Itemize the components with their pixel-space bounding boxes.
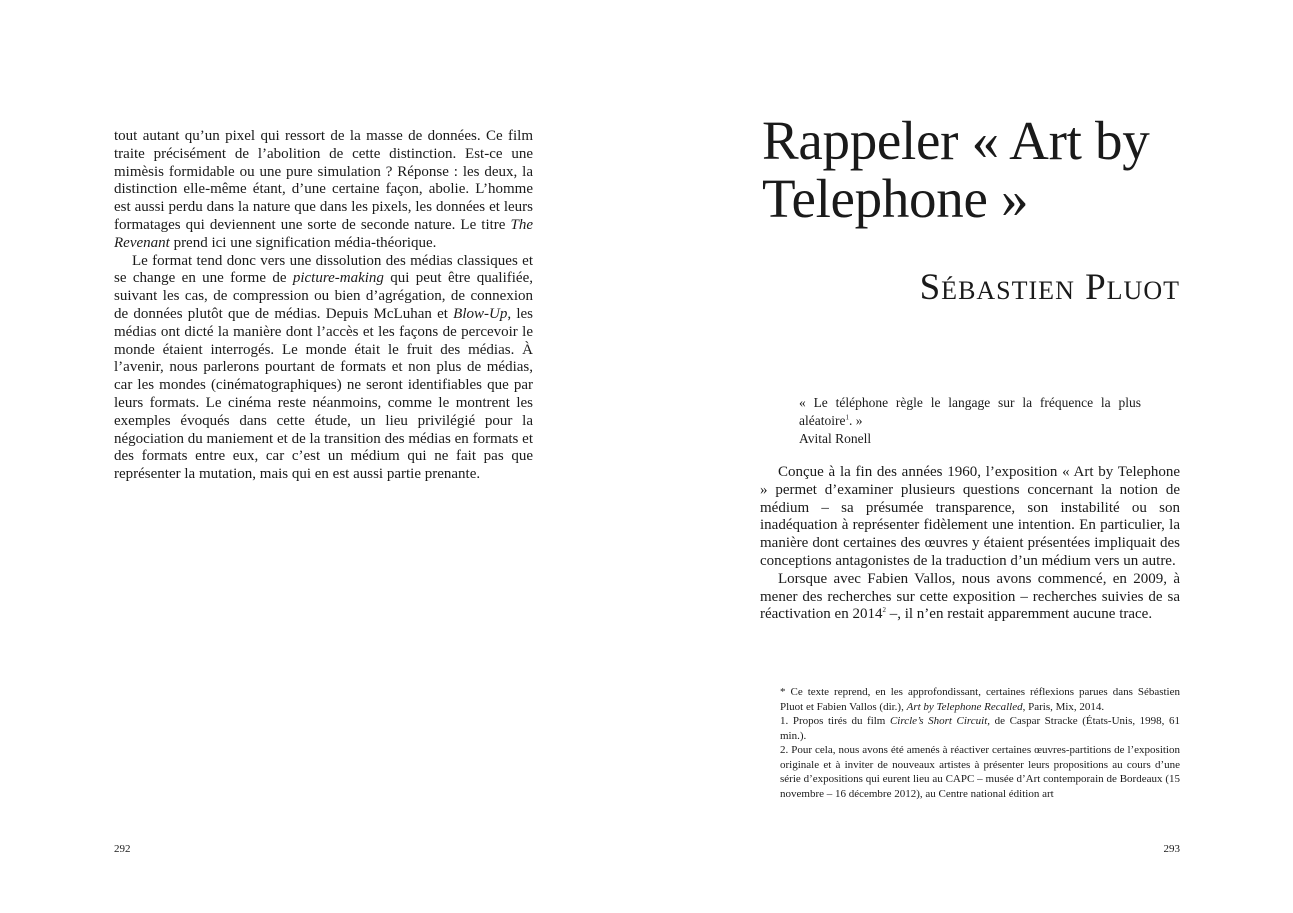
page-number-left: 292 <box>114 843 131 855</box>
right-body-text <box>760 464 1180 624</box>
italic-title: picture-making <box>292 270 384 287</box>
italic-title: Blow-Up <box>453 305 508 322</box>
chapter-author: Sébastien Pluot <box>919 267 1180 308</box>
footnote-1: 1. Propos tirés du film Circle’s Short Circuit, de Caspar Stracke (États-Unis, 1998, 61 min.). <box>780 715 1180 742</box>
epigraph-author: Avital Ronell <box>799 431 872 446</box>
italic-title: Circle’s Short Circuit <box>889 715 988 727</box>
note-ref-1: 1 <box>845 413 849 422</box>
left-paragraph-2: Le format tend donc vers une dissolution des médias classiques et se change en une forme de picture-making qui peut être qualifiée, suivant les cas, de compression ou bien d’agrégation, de connexion de données plutôt que de médias. Depuis McLuhan et Blow-Up, les médias ont dicté la manière dont l’accès et les façons de percevoir le monde étaient interrogés. Le monde était le fruit des médias. À l’avenir, nous parlerons pourtant de formats et non plus de médias, car les mondes (cinématographiques) ne seront identifiables que par leurs formats. Le cinéma reste néanmoins, comme le montrent les exemples évoqués dans cette étude, un lieu privilégié pour la négociation du maniement et de la transition des médias en formats et des formats entre eux, car c’est un médium qui ne fait pas que représenter la mutation, mais qui en est aussi partie prenante. <box>114 252 533 483</box>
right-paragraph-2: Lorsque avec Fabien Vallos, nous avons commencé, en 2009, à mener des recherches sur cette exposition – recherches suivies de sa réactivation en 2014$^2$ –, il n’en restait apparemment aucune trace. <box>760 570 1180 623</box>
left-paragraph-1: tout autant qu’un pixel qui ressort de la masse de données. Ce film traite précisément de l’abolition de cette distinction. Est-ce une mimèsis formidable ou une pure simulation ? Réponse : les deux, la distinction elle-même étant, d’une certaine façon, abolie. L’homme est aussi perdu dans la nature que dans les pixels, les données et leurs formatages qui deviennent une sorte de seconde nature. Le titre The Revenant prend ici une signification média-théorique. <box>114 128 533 251</box>
note-ref-2: 2 <box>882 606 886 615</box>
chapter-title <box>762 112 1192 228</box>
page-number-right: 293 <box>1163 843 1180 855</box>
left-body-text <box>114 128 533 484</box>
footnote-star: * Ce texte reprend, en les approfondissant, certaines réflexions parues dans Sébastien Pluot et Fabien Vallos (dir.), Art by Telephone Recalled, Paris, Mix, 2014. <box>780 686 1180 713</box>
italic-title: The Revenant <box>114 216 533 251</box>
title-line-2: Telephone » <box>762 168 1029 229</box>
epigraph <box>799 394 1141 448</box>
footnotes <box>780 685 1180 801</box>
left-page <box>0 0 646 913</box>
title-line-1: Rappeler « Art by <box>762 110 1150 171</box>
right-paragraph-1: Conçue à la fin des années 1960, l’exposition « Art by Telephone » permet d’examiner plusieurs questions concernant la notion de médium – sa présumée transparence, son instabilité ou son inadéquation à représenter fidèlement une intention. En particulier, la manière dont certaines des œuvres y étaient présentées impliquait des conceptions antagonistes de la traduction d’un médium vers un autre. <box>760 464 1180 569</box>
epigraph-quote: « Le téléphone règle le langage sur la fréquence la plus aléatoire$^1$. » <box>799 395 1141 428</box>
footnote-2: 2. Pour cela, nous avons été amenés à réactiver certaines œuvres-partitions de l’exposition originale et à inviter de nouveaux artistes à présenter leurs propositions au cours d’une série d’expositions qui eurent lieu au CAPC – musée d’Art contemporain de Bordeaux (15 novembre – 16 décembre 2012), au Centre national édition art <box>780 744 1180 800</box>
italic-title: Art by Telephone Recalled <box>906 700 1023 713</box>
right-page <box>646 0 1293 913</box>
